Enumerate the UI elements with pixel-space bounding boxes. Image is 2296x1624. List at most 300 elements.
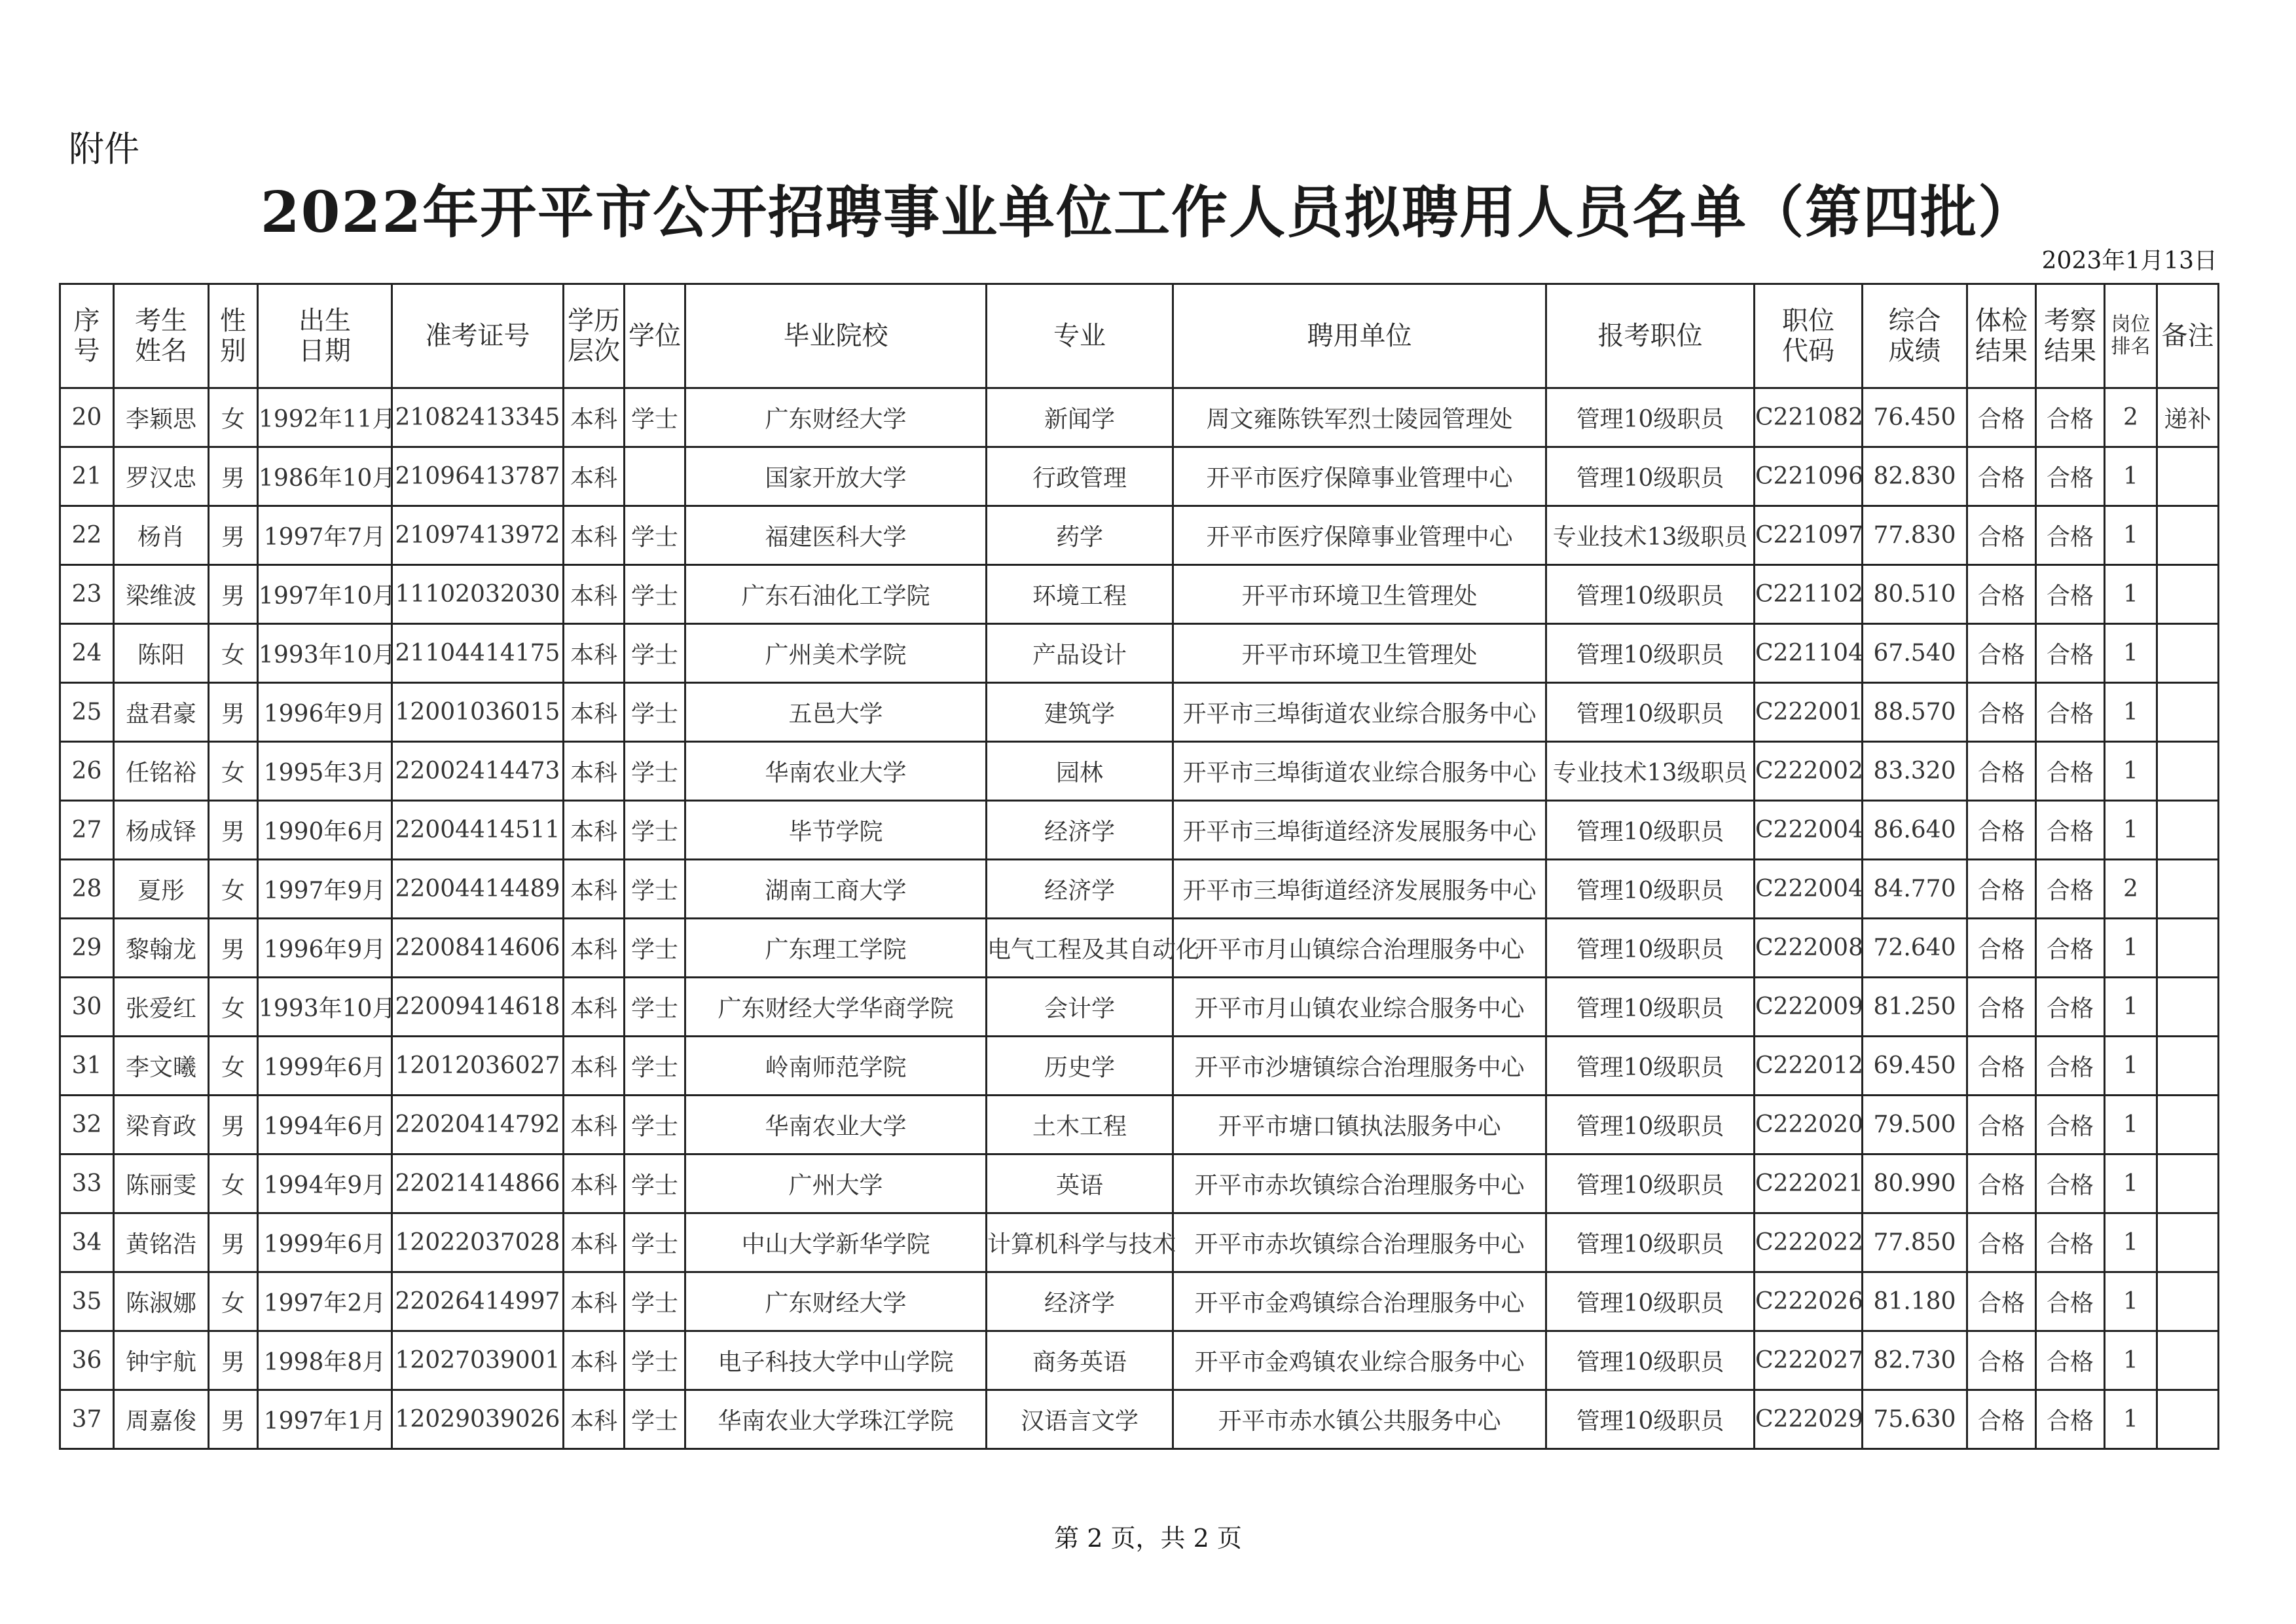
cell-score: 77.830 bbox=[1863, 506, 1967, 565]
cell-major: 电气工程及其自动化 bbox=[987, 919, 1173, 978]
cell-score: 82.730 bbox=[1863, 1331, 1967, 1390]
col-header-position-code: 职位代码 bbox=[1755, 284, 1863, 388]
cell-degree bbox=[625, 447, 685, 506]
cell-rank: 1 bbox=[2105, 624, 2157, 683]
cell-gender: 女 bbox=[209, 860, 258, 919]
table-row bbox=[60, 919, 2219, 978]
cell-exam-id: 21104414175 bbox=[392, 624, 564, 683]
cell-seq: 33 bbox=[60, 1154, 114, 1213]
cell-inspection: 合格 bbox=[2036, 919, 2105, 978]
cell-exam-id: 22004414489 bbox=[392, 860, 564, 919]
cell-unit: 开平市月山镇综合治理服务中心 bbox=[1173, 919, 1546, 978]
table-row bbox=[60, 506, 2219, 565]
cell-education: 本科 bbox=[564, 683, 625, 742]
cell-position-code: C222009 bbox=[1755, 978, 1863, 1037]
col-header-physical: 体检结果 bbox=[1967, 284, 2036, 388]
cell-name: 任铭裕 bbox=[114, 742, 209, 801]
cell-gender: 男 bbox=[209, 506, 258, 565]
cell-degree: 学士 bbox=[625, 624, 685, 683]
cell-birth: 1993年10月 bbox=[258, 624, 392, 683]
cell-birth: 1996年9月 bbox=[258, 683, 392, 742]
cell-rank: 2 bbox=[2105, 860, 2157, 919]
cell-score: 81.250 bbox=[1863, 978, 1967, 1037]
cell-gender: 男 bbox=[209, 1096, 258, 1154]
cell-gender: 男 bbox=[209, 919, 258, 978]
cell-school: 广州大学 bbox=[685, 1154, 987, 1213]
cell-unit: 周文雍陈铁军烈士陵园管理处 bbox=[1173, 388, 1546, 447]
cell-school: 国家开放大学 bbox=[685, 447, 987, 506]
cell-score: 72.640 bbox=[1863, 919, 1967, 978]
cell-exam-id: 22002414473 bbox=[392, 742, 564, 801]
cell-remark bbox=[2157, 506, 2219, 565]
cell-physical: 合格 bbox=[1967, 860, 2036, 919]
cell-school: 广东石油化工学院 bbox=[685, 565, 987, 624]
cell-position-code: C222008 bbox=[1755, 919, 1863, 978]
cell-education: 本科 bbox=[564, 1213, 625, 1272]
cell-remark bbox=[2157, 1331, 2219, 1390]
cell-physical: 合格 bbox=[1967, 1037, 2036, 1096]
cell-major: 计算机科学与技术 bbox=[987, 1213, 1173, 1272]
cell-score: 88.570 bbox=[1863, 683, 1967, 742]
cell-remark bbox=[2157, 742, 2219, 801]
cell-unit: 开平市三埠街道经济发展服务中心 bbox=[1173, 801, 1546, 860]
col-header-position: 报考职位 bbox=[1546, 284, 1755, 388]
cell-exam-id: 12012036027 bbox=[392, 1037, 564, 1096]
cell-remark bbox=[2157, 1096, 2219, 1154]
cell-position: 管理10级职员 bbox=[1546, 683, 1755, 742]
cell-rank: 1 bbox=[2105, 1096, 2157, 1154]
cell-name: 黎翰龙 bbox=[114, 919, 209, 978]
cell-position-code: C222020 bbox=[1755, 1096, 1863, 1154]
cell-inspection: 合格 bbox=[2036, 801, 2105, 860]
cell-name: 黄铭浩 bbox=[114, 1213, 209, 1272]
cell-major: 产品设计 bbox=[987, 624, 1173, 683]
cell-birth: 1997年9月 bbox=[258, 860, 392, 919]
cell-major: 经济学 bbox=[987, 801, 1173, 860]
cell-exam-id: 21082413345 bbox=[392, 388, 564, 447]
cell-physical: 合格 bbox=[1967, 1331, 2036, 1390]
cell-position-code: C222001 bbox=[1755, 683, 1863, 742]
table-row bbox=[60, 801, 2219, 860]
cell-education: 本科 bbox=[564, 447, 625, 506]
cell-degree: 学士 bbox=[625, 506, 685, 565]
cell-degree: 学士 bbox=[625, 801, 685, 860]
cell-birth: 1994年6月 bbox=[258, 1096, 392, 1154]
cell-degree: 学士 bbox=[625, 1154, 685, 1213]
cell-score: 80.510 bbox=[1863, 565, 1967, 624]
cell-school: 福建医科大学 bbox=[685, 506, 987, 565]
cell-gender: 女 bbox=[209, 1272, 258, 1331]
cell-seq: 30 bbox=[60, 978, 114, 1037]
cell-birth: 1999年6月 bbox=[258, 1037, 392, 1096]
col-header-seq: 序号 bbox=[60, 284, 114, 388]
cell-rank: 1 bbox=[2105, 506, 2157, 565]
cell-unit: 开平市三埠街道农业综合服务中心 bbox=[1173, 683, 1546, 742]
cell-seq: 34 bbox=[60, 1213, 114, 1272]
page-footer: 第 2 页，共 2 页 bbox=[1054, 1524, 1242, 1553]
cell-position: 管理10级职员 bbox=[1546, 860, 1755, 919]
cell-birth: 1997年7月 bbox=[258, 506, 392, 565]
cell-seq: 36 bbox=[60, 1331, 114, 1390]
cell-major: 商务英语 bbox=[987, 1331, 1173, 1390]
col-header-birth: 出生日期 bbox=[258, 284, 392, 388]
cell-physical: 合格 bbox=[1967, 447, 2036, 506]
cell-name: 杨肖 bbox=[114, 506, 209, 565]
cell-score: 75.630 bbox=[1863, 1390, 1967, 1449]
cell-inspection: 合格 bbox=[2036, 683, 2105, 742]
cell-physical: 合格 bbox=[1967, 683, 2036, 742]
cell-inspection: 合格 bbox=[2036, 1096, 2105, 1154]
cell-rank: 1 bbox=[2105, 978, 2157, 1037]
cell-major: 英语 bbox=[987, 1154, 1173, 1213]
cell-seq: 20 bbox=[60, 388, 114, 447]
cell-score: 83.320 bbox=[1863, 742, 1967, 801]
cell-rank: 1 bbox=[2105, 801, 2157, 860]
cell-education: 本科 bbox=[564, 1390, 625, 1449]
cell-remark bbox=[2157, 919, 2219, 978]
cell-exam-id: 22026414997 bbox=[392, 1272, 564, 1331]
cell-education: 本科 bbox=[564, 1154, 625, 1213]
cell-exam-id: 22021414866 bbox=[392, 1154, 564, 1213]
cell-school: 华南农业大学 bbox=[685, 1096, 987, 1154]
col-header-education: 学历层次 bbox=[564, 284, 625, 388]
cell-rank: 1 bbox=[2105, 919, 2157, 978]
cell-gender: 男 bbox=[209, 1331, 258, 1390]
cell-name: 李文曦 bbox=[114, 1037, 209, 1096]
cell-position: 管理10级职员 bbox=[1546, 1096, 1755, 1154]
cell-unit: 开平市赤坎镇综合治理服务中心 bbox=[1173, 1213, 1546, 1272]
cell-degree: 学士 bbox=[625, 683, 685, 742]
cell-school: 华南农业大学 bbox=[685, 742, 987, 801]
table-row bbox=[60, 683, 2219, 742]
cell-seq: 35 bbox=[60, 1272, 114, 1331]
cell-degree: 学士 bbox=[625, 742, 685, 801]
cell-rank: 1 bbox=[2105, 1272, 2157, 1331]
cell-birth: 1999年6月 bbox=[258, 1213, 392, 1272]
cell-inspection: 合格 bbox=[2036, 506, 2105, 565]
cell-position: 管理10级职员 bbox=[1546, 978, 1755, 1037]
cell-gender: 男 bbox=[209, 1213, 258, 1272]
col-header-school: 毕业院校 bbox=[685, 284, 987, 388]
table-body bbox=[60, 388, 2219, 1449]
cell-position: 管理10级职员 bbox=[1546, 1272, 1755, 1331]
cell-position-code: C222026 bbox=[1755, 1272, 1863, 1331]
cell-remark bbox=[2157, 683, 2219, 742]
cell-inspection: 合格 bbox=[2036, 624, 2105, 683]
table-row bbox=[60, 1390, 2219, 1449]
cell-seq: 23 bbox=[60, 565, 114, 624]
cell-score: 82.830 bbox=[1863, 447, 1967, 506]
cell-name: 张爱红 bbox=[114, 978, 209, 1037]
cell-unit: 开平市环境卫生管理处 bbox=[1173, 624, 1546, 683]
cell-major: 建筑学 bbox=[987, 683, 1173, 742]
cell-name: 盘君豪 bbox=[114, 683, 209, 742]
cell-remark: 递补 bbox=[2157, 388, 2219, 447]
cell-position-code: C222029 bbox=[1755, 1390, 1863, 1449]
cell-inspection: 合格 bbox=[2036, 1213, 2105, 1272]
col-header-degree: 学位 bbox=[625, 284, 685, 388]
cell-name: 李颖思 bbox=[114, 388, 209, 447]
cell-position: 管理10级职员 bbox=[1546, 1154, 1755, 1213]
cell-unit: 开平市沙塘镇综合治理服务中心 bbox=[1173, 1037, 1546, 1096]
cell-position-code: C222022 bbox=[1755, 1213, 1863, 1272]
table-row bbox=[60, 860, 2219, 919]
cell-inspection: 合格 bbox=[2036, 1272, 2105, 1331]
cell-birth: 1986年10月 bbox=[258, 447, 392, 506]
cell-position: 管理10级职员 bbox=[1546, 1390, 1755, 1449]
cell-gender: 女 bbox=[209, 742, 258, 801]
cell-unit: 开平市医疗保障事业管理中心 bbox=[1173, 506, 1546, 565]
cell-gender: 男 bbox=[209, 801, 258, 860]
cell-major: 经济学 bbox=[987, 1272, 1173, 1331]
cell-gender: 男 bbox=[209, 1390, 258, 1449]
cell-rank: 1 bbox=[2105, 1037, 2157, 1096]
cell-major: 土木工程 bbox=[987, 1096, 1173, 1154]
cell-position-code: C222027 bbox=[1755, 1331, 1863, 1390]
cell-degree: 学士 bbox=[625, 1096, 685, 1154]
cell-position: 管理10级职员 bbox=[1546, 624, 1755, 683]
cell-physical: 合格 bbox=[1967, 388, 2036, 447]
cell-unit: 开平市环境卫生管理处 bbox=[1173, 565, 1546, 624]
cell-position: 管理10级职员 bbox=[1546, 1331, 1755, 1390]
cell-position-code: C221097 bbox=[1755, 506, 1863, 565]
cell-degree: 学士 bbox=[625, 565, 685, 624]
cell-inspection: 合格 bbox=[2036, 860, 2105, 919]
cell-unit: 开平市金鸡镇农业综合服务中心 bbox=[1173, 1331, 1546, 1390]
cell-name: 杨成铎 bbox=[114, 801, 209, 860]
cell-rank: 2 bbox=[2105, 388, 2157, 447]
cell-birth: 1997年2月 bbox=[258, 1272, 392, 1331]
cell-major: 新闻学 bbox=[987, 388, 1173, 447]
cell-remark bbox=[2157, 1037, 2219, 1096]
cell-score: 84.770 bbox=[1863, 860, 1967, 919]
cell-birth: 1992年11月 bbox=[258, 388, 392, 447]
cell-education: 本科 bbox=[564, 742, 625, 801]
cell-position: 专业技术13级职员 bbox=[1546, 742, 1755, 801]
cell-gender: 女 bbox=[209, 1037, 258, 1096]
cell-physical: 合格 bbox=[1967, 801, 2036, 860]
cell-education: 本科 bbox=[564, 860, 625, 919]
table-row bbox=[60, 1037, 2219, 1096]
cell-gender: 女 bbox=[209, 388, 258, 447]
cell-rank: 1 bbox=[2105, 1154, 2157, 1213]
cell-birth: 1996年9月 bbox=[258, 919, 392, 978]
table-row bbox=[60, 978, 2219, 1037]
cell-rank: 1 bbox=[2105, 565, 2157, 624]
cell-physical: 合格 bbox=[1967, 978, 2036, 1037]
cell-physical: 合格 bbox=[1967, 624, 2036, 683]
cell-score: 76.450 bbox=[1863, 388, 1967, 447]
cell-exam-id: 12022037028 bbox=[392, 1213, 564, 1272]
cell-inspection: 合格 bbox=[2036, 1390, 2105, 1449]
cell-score: 81.180 bbox=[1863, 1272, 1967, 1331]
cell-inspection: 合格 bbox=[2036, 742, 2105, 801]
table-row bbox=[60, 565, 2219, 624]
cell-degree: 学士 bbox=[625, 1272, 685, 1331]
cell-physical: 合格 bbox=[1967, 506, 2036, 565]
cell-remark bbox=[2157, 978, 2219, 1037]
cell-education: 本科 bbox=[564, 565, 625, 624]
cell-name: 陈淑娜 bbox=[114, 1272, 209, 1331]
cell-position: 管理10级职员 bbox=[1546, 565, 1755, 624]
table-row bbox=[60, 1331, 2219, 1390]
col-header-rank: 岗位排名 bbox=[2105, 284, 2157, 388]
cell-seq: 37 bbox=[60, 1390, 114, 1449]
cell-score: 77.850 bbox=[1863, 1213, 1967, 1272]
cell-score: 80.990 bbox=[1863, 1154, 1967, 1213]
cell-name: 夏彤 bbox=[114, 860, 209, 919]
cell-unit: 开平市塘口镇执法服务中心 bbox=[1173, 1096, 1546, 1154]
cell-remark bbox=[2157, 860, 2219, 919]
col-header-exam-id: 准考证号 bbox=[392, 284, 564, 388]
cell-major: 会计学 bbox=[987, 978, 1173, 1037]
cell-major: 行政管理 bbox=[987, 447, 1173, 506]
cell-degree: 学士 bbox=[625, 1213, 685, 1272]
cell-physical: 合格 bbox=[1967, 565, 2036, 624]
cell-degree: 学士 bbox=[625, 919, 685, 978]
cell-inspection: 合格 bbox=[2036, 1154, 2105, 1213]
cell-name: 罗汉忠 bbox=[114, 447, 209, 506]
cell-unit: 开平市三埠街道农业综合服务中心 bbox=[1173, 742, 1546, 801]
cell-inspection: 合格 bbox=[2036, 1331, 2105, 1390]
cell-position-code: C222002 bbox=[1755, 742, 1863, 801]
table-row bbox=[60, 447, 2219, 506]
cell-exam-id: 22008414606 bbox=[392, 919, 564, 978]
cell-exam-id: 12029039026 bbox=[392, 1390, 564, 1449]
table-row bbox=[60, 742, 2219, 801]
cell-position: 管理10级职员 bbox=[1546, 1037, 1755, 1096]
col-header-remark: 备注 bbox=[2157, 284, 2219, 388]
cell-name: 梁育政 bbox=[114, 1096, 209, 1154]
cell-degree: 学士 bbox=[625, 1390, 685, 1449]
cell-physical: 合格 bbox=[1967, 742, 2036, 801]
cell-rank: 1 bbox=[2105, 683, 2157, 742]
cell-remark bbox=[2157, 624, 2219, 683]
cell-seq: 24 bbox=[60, 624, 114, 683]
cell-seq: 32 bbox=[60, 1096, 114, 1154]
cell-unit: 开平市金鸡镇综合治理服务中心 bbox=[1173, 1272, 1546, 1331]
col-header-unit: 聘用单位 bbox=[1173, 284, 1546, 388]
cell-position: 专业技术13级职员 bbox=[1546, 506, 1755, 565]
cell-position: 管理10级职员 bbox=[1546, 1213, 1755, 1272]
cell-birth: 1997年1月 bbox=[258, 1390, 392, 1449]
cell-name: 梁维波 bbox=[114, 565, 209, 624]
cell-position-code: C221096 bbox=[1755, 447, 1863, 506]
cell-exam-id: 22009414618 bbox=[392, 978, 564, 1037]
cell-exam-id: 12027039001 bbox=[392, 1331, 564, 1390]
cell-unit: 开平市赤水镇公共服务中心 bbox=[1173, 1390, 1546, 1449]
cell-birth: 1995年3月 bbox=[258, 742, 392, 801]
cell-major: 经济学 bbox=[987, 860, 1173, 919]
cell-education: 本科 bbox=[564, 506, 625, 565]
table-row bbox=[60, 1154, 2219, 1213]
cell-exam-id: 11102032030 bbox=[392, 565, 564, 624]
cell-major: 环境工程 bbox=[987, 565, 1173, 624]
cell-seq: 25 bbox=[60, 683, 114, 742]
cell-major: 汉语言文学 bbox=[987, 1390, 1173, 1449]
cell-inspection: 合格 bbox=[2036, 978, 2105, 1037]
cell-education: 本科 bbox=[564, 1037, 625, 1096]
cell-score: 86.640 bbox=[1863, 801, 1967, 860]
cell-position-code: C222004 bbox=[1755, 801, 1863, 860]
cell-school: 广东财经大学 bbox=[685, 388, 987, 447]
cell-score: 69.450 bbox=[1863, 1037, 1967, 1096]
cell-remark bbox=[2157, 1213, 2219, 1272]
cell-rank: 1 bbox=[2105, 447, 2157, 506]
cell-remark bbox=[2157, 801, 2219, 860]
cell-position-code: C222021 bbox=[1755, 1154, 1863, 1213]
cell-remark bbox=[2157, 1154, 2219, 1213]
cell-degree: 学士 bbox=[625, 860, 685, 919]
hiring-roster-table bbox=[59, 283, 2219, 1450]
cell-name: 钟宇航 bbox=[114, 1331, 209, 1390]
cell-exam-id: 12001036015 bbox=[392, 683, 564, 742]
col-header-gender: 性别 bbox=[209, 284, 258, 388]
cell-education: 本科 bbox=[564, 1331, 625, 1390]
cell-school: 五邑大学 bbox=[685, 683, 987, 742]
cell-school: 广东财经大学华商学院 bbox=[685, 978, 987, 1037]
cell-major: 药学 bbox=[987, 506, 1173, 565]
cell-rank: 1 bbox=[2105, 1213, 2157, 1272]
cell-major: 历史学 bbox=[987, 1037, 1173, 1096]
cell-score: 79.500 bbox=[1863, 1096, 1967, 1154]
cell-name: 陈阳 bbox=[114, 624, 209, 683]
cell-remark bbox=[2157, 1272, 2219, 1331]
cell-degree: 学士 bbox=[625, 388, 685, 447]
cell-school: 岭南师范学院 bbox=[685, 1037, 987, 1096]
cell-degree: 学士 bbox=[625, 1331, 685, 1390]
cell-school: 广东理工学院 bbox=[685, 919, 987, 978]
cell-position: 管理10级职员 bbox=[1546, 447, 1755, 506]
cell-school: 毕节学院 bbox=[685, 801, 987, 860]
cell-education: 本科 bbox=[564, 388, 625, 447]
cell-education: 本科 bbox=[564, 624, 625, 683]
cell-gender: 男 bbox=[209, 565, 258, 624]
cell-seq: 31 bbox=[60, 1037, 114, 1096]
cell-name: 周嘉俊 bbox=[114, 1390, 209, 1449]
cell-exam-id: 22020414792 bbox=[392, 1096, 564, 1154]
cell-remark bbox=[2157, 1390, 2219, 1449]
attachment-label: 附件 bbox=[69, 128, 139, 170]
cell-birth: 1998年8月 bbox=[258, 1331, 392, 1390]
col-header-score: 综合成绩 bbox=[1863, 284, 1967, 388]
cell-seq: 21 bbox=[60, 447, 114, 506]
cell-position: 管理10级职员 bbox=[1546, 919, 1755, 978]
cell-physical: 合格 bbox=[1967, 1272, 2036, 1331]
cell-major: 园林 bbox=[987, 742, 1173, 801]
cell-rank: 1 bbox=[2105, 742, 2157, 801]
cell-school: 湖南工商大学 bbox=[685, 860, 987, 919]
cell-seq: 22 bbox=[60, 506, 114, 565]
cell-school: 华南农业大学珠江学院 bbox=[685, 1390, 987, 1449]
col-header-major: 专业 bbox=[987, 284, 1173, 388]
cell-position: 管理10级职员 bbox=[1546, 388, 1755, 447]
cell-position-code: C221102 bbox=[1755, 565, 1863, 624]
cell-seq: 28 bbox=[60, 860, 114, 919]
cell-degree: 学士 bbox=[625, 1037, 685, 1096]
cell-school: 广东财经大学 bbox=[685, 1272, 987, 1331]
table-header-row bbox=[60, 284, 2219, 388]
table-row bbox=[60, 1272, 2219, 1331]
cell-position-code: C221082 bbox=[1755, 388, 1863, 447]
cell-seq: 27 bbox=[60, 801, 114, 860]
cell-unit: 开平市医疗保障事业管理中心 bbox=[1173, 447, 1546, 506]
cell-birth: 1993年10月 bbox=[258, 978, 392, 1037]
cell-remark bbox=[2157, 565, 2219, 624]
cell-rank: 1 bbox=[2105, 1390, 2157, 1449]
cell-inspection: 合格 bbox=[2036, 388, 2105, 447]
table-row bbox=[60, 1213, 2219, 1272]
